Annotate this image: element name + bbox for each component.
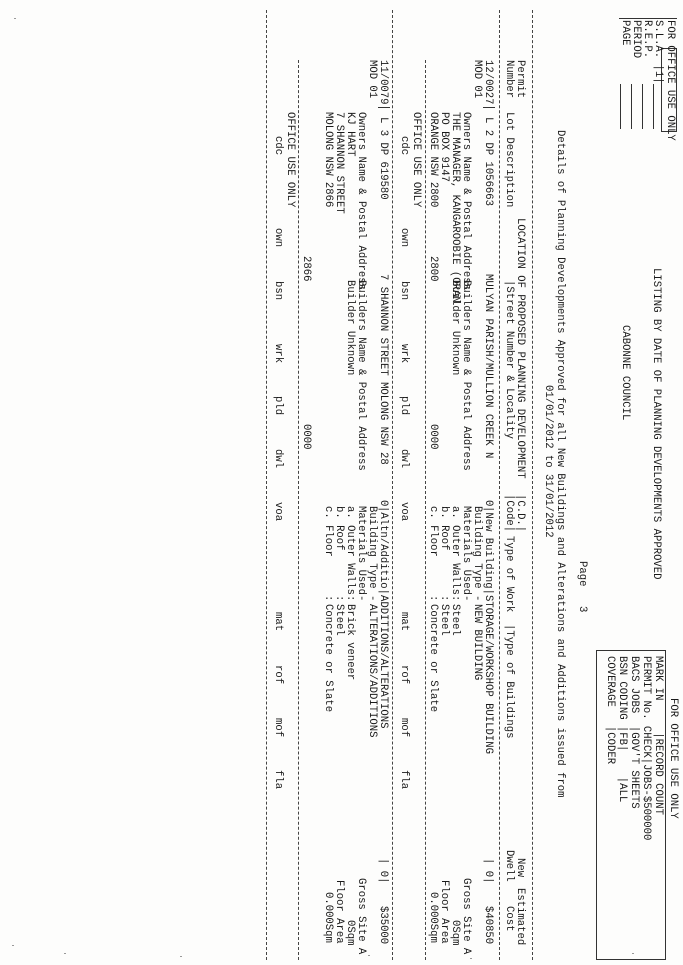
office-use-label: OFFICE USE ONLY <box>284 112 296 208</box>
right-office-field: MARK IN |RECORD COUNT <box>652 656 664 815</box>
office-code-voa: voa <box>272 502 284 522</box>
details-line-1: Details of Planning Developments Approved for all New Buildings and Alterations and Additions issued from <box>554 130 566 798</box>
permit-number: 12/0027 <box>482 60 494 105</box>
site-line: 0Sqm <box>344 920 356 946</box>
builder-code: 0000 <box>300 424 312 450</box>
record-divider <box>425 60 426 960</box>
col-location-1: LOCATION OF PROPOSED PLANNING DEVELOPMENT <box>514 218 526 479</box>
office-code-voa: voa <box>398 502 410 522</box>
cd-code: 0 <box>377 500 389 507</box>
office-code-mat: mat <box>272 612 284 632</box>
right-office-title: FOR OFFICE USE ONLY <box>667 698 679 819</box>
col-type-work: Type of Work <box>503 536 515 613</box>
type-of-building: ADDITIONS/ALTERATIONS <box>377 595 389 729</box>
site-line: 0.000Sqm <box>322 892 334 943</box>
office-code-wrk: wrk <box>398 344 410 364</box>
material-label: Building Type - <box>366 506 378 602</box>
type-of-work: |Altn/Additio| <box>377 506 389 596</box>
header-bottom-rule <box>499 10 500 960</box>
material-label: Materials Used- <box>460 506 472 602</box>
permit-mod: MOD 01 <box>366 60 378 99</box>
field-underline <box>620 84 621 129</box>
col-new-1: New <box>514 858 526 878</box>
office-code-fla: fla <box>398 770 410 790</box>
column-separator <box>483 107 495 108</box>
office-code-dwl: dwl <box>398 449 410 469</box>
col-type-buildings: |Type of Buildings <box>503 624 515 739</box>
owner-line: ORANGE NSW 2800 <box>427 112 439 208</box>
office-code-own: own <box>398 228 410 248</box>
type-of-work: |New Building| <box>482 506 494 596</box>
street-locality: 7 SHANNON STREET MOLONG NSW 28 <box>377 274 389 465</box>
field-underline <box>653 84 654 129</box>
new-dwell: | 0| <box>377 858 389 884</box>
council-name: CABONNE COUNCIL <box>619 325 631 421</box>
material-label: c. Floor : <box>427 506 439 602</box>
material-label: Building Type - <box>471 506 483 602</box>
right-office-field: BACS JOBS |GOV'T SHEETS <box>628 656 640 809</box>
header-top-rule <box>532 10 533 960</box>
office-code-dwl: dwl <box>272 449 284 469</box>
outer-walls-value: Brick veneer <box>344 604 356 681</box>
right-office-field: COVERAGE |CODER <box>604 656 616 765</box>
scan-speck <box>470 958 472 959</box>
office-code-mat: mat <box>398 612 410 632</box>
office-code-wrk: wrk <box>272 344 284 364</box>
scan-speck <box>180 956 182 957</box>
owner-line: 7 SHANNON STREET <box>333 112 345 214</box>
building-type-detail: NEW BUILDING <box>471 604 483 681</box>
owner-line: THE MANAGER, KANGAROOBIE (ORAN <box>449 112 461 303</box>
lot-description: L 3 DP 619580 <box>377 117 389 200</box>
office-code-mof: mof <box>398 718 410 738</box>
col-permit-1: Permit <box>514 60 526 99</box>
builder-line: Builders Name & Postal Address <box>460 280 472 471</box>
page-label: Page <box>576 561 588 587</box>
left-office-field: PAGE <box>619 20 631 46</box>
column-separator <box>378 107 390 108</box>
cd-code: 0 <box>482 500 494 507</box>
street-locality: MULYAN PARISH/MULLION CREEK N <box>482 274 494 459</box>
col-estimated-1: Estimated <box>514 888 526 946</box>
permit-number: 11/0079 <box>377 60 389 105</box>
outer-walls-value: Steel <box>449 604 461 636</box>
record-end-rule <box>392 10 393 960</box>
owner-line: Owners Name & Postal Address <box>355 112 367 291</box>
left-office-field: S.L.A. |1| <box>652 20 664 84</box>
col-lot: Lot Description <box>503 112 515 208</box>
owner-line: KJ HART <box>344 112 356 157</box>
builder-line: Builder Unknown <box>449 280 461 376</box>
office-code-mof: mof <box>272 718 284 738</box>
office-use-label: OFFICE USE ONLY <box>410 112 422 208</box>
record-divider <box>298 60 299 960</box>
col-estimated-2: Cost <box>503 906 515 932</box>
owner-line: Owners Name & Postal Address <box>460 112 472 291</box>
left-office-field: R.E.P. <box>641 20 653 59</box>
scan-speck <box>368 955 370 956</box>
building-type-detail: ALTERATIONS/ADDITIONS <box>366 604 378 738</box>
material-label: c. Floor : <box>322 506 334 602</box>
material-label: Materials Used- <box>355 506 367 602</box>
estimated-cost: $40850 <box>482 906 494 945</box>
owner-line: MOLONG NSW 2866 <box>322 112 334 208</box>
material-label: a. Outer Walls: <box>449 506 461 602</box>
owner-postcode: 2800 <box>427 256 439 282</box>
site-line: Floor Area <box>438 880 450 944</box>
office-code-bsn: bsn <box>398 281 410 301</box>
office-code-cdc: cdc <box>398 136 410 156</box>
builder-code: 0000 <box>427 424 439 450</box>
office-code-cdc: cdc <box>272 136 284 156</box>
left-office-field: PERIOD <box>630 20 642 59</box>
col-location-2: |Street Number & Locality <box>503 280 515 439</box>
left-office-title: FOR OFFICE USE ONLY <box>664 20 676 141</box>
office-code-rof: rof <box>398 665 410 685</box>
left-office-border <box>619 18 677 19</box>
scan-speck <box>12 945 14 946</box>
col-new-2: Dwell <box>503 850 515 882</box>
material-label: a. Outer Walls: <box>344 506 356 602</box>
site-line: 0.000Sqm <box>427 892 439 943</box>
scan-speck <box>632 953 634 954</box>
material-label: b. Roof : <box>333 506 345 602</box>
col-cd-2: |Code| <box>503 494 515 533</box>
type-of-building: STORAGE/WORKSHOP BUILDING <box>482 595 494 754</box>
field-underline <box>642 84 643 129</box>
office-code-own: own <box>272 228 284 248</box>
site-line: Gross Site A <box>355 878 367 955</box>
field-underline <box>631 84 632 129</box>
right-office-field: BSN CODING |FB| |ALL <box>616 656 628 803</box>
lot-description: L 2 DP 1056663 <box>482 117 494 207</box>
site-line: Floor Area <box>333 880 345 944</box>
floor-value: Concrete or Slate <box>322 604 334 713</box>
roof-value: Steel <box>438 604 450 636</box>
site-line: Gross Site A <box>460 878 472 955</box>
office-code-pld: pld <box>272 396 284 416</box>
scan-speck <box>64 953 66 954</box>
floor-value: Concrete or Slate <box>427 604 439 713</box>
office-code-pld: pld <box>398 396 410 416</box>
col-permit-2: Number <box>503 60 515 99</box>
material-label: b. Roof : <box>438 506 450 602</box>
site-line: 0Sqm <box>449 920 461 946</box>
right-office-field: PERMIT No. CHECK|JOBS-$500000 <box>640 656 652 841</box>
report-title: LISTING BY DATE OF PLANNING DEVELOPMENTS APPROVED <box>650 268 662 580</box>
estimated-cost: $35000 <box>377 906 389 945</box>
office-code-fla: fla <box>272 770 284 790</box>
office-code-bsn: bsn <box>272 281 284 301</box>
record-end-rule <box>266 10 267 960</box>
permit-mod: MOD 01 <box>471 60 483 99</box>
col-cd-1: |C.D.| <box>514 494 526 533</box>
builder-line: Builder Unknown <box>344 280 356 376</box>
office-code-rof: rof <box>272 665 284 685</box>
owner-line: PO BOX 9147 <box>438 112 450 182</box>
scan-speck <box>14 18 16 19</box>
details-line-2: 01/01/2012 to 31/01/2012 <box>542 385 554 538</box>
page-number: 3 <box>576 606 588 613</box>
owner-postcode: 2866 <box>300 256 312 282</box>
new-dwell: | 0| <box>482 858 494 884</box>
roof-value: Steel <box>333 604 345 636</box>
builder-line: Builders Name & Postal Address <box>355 280 367 471</box>
